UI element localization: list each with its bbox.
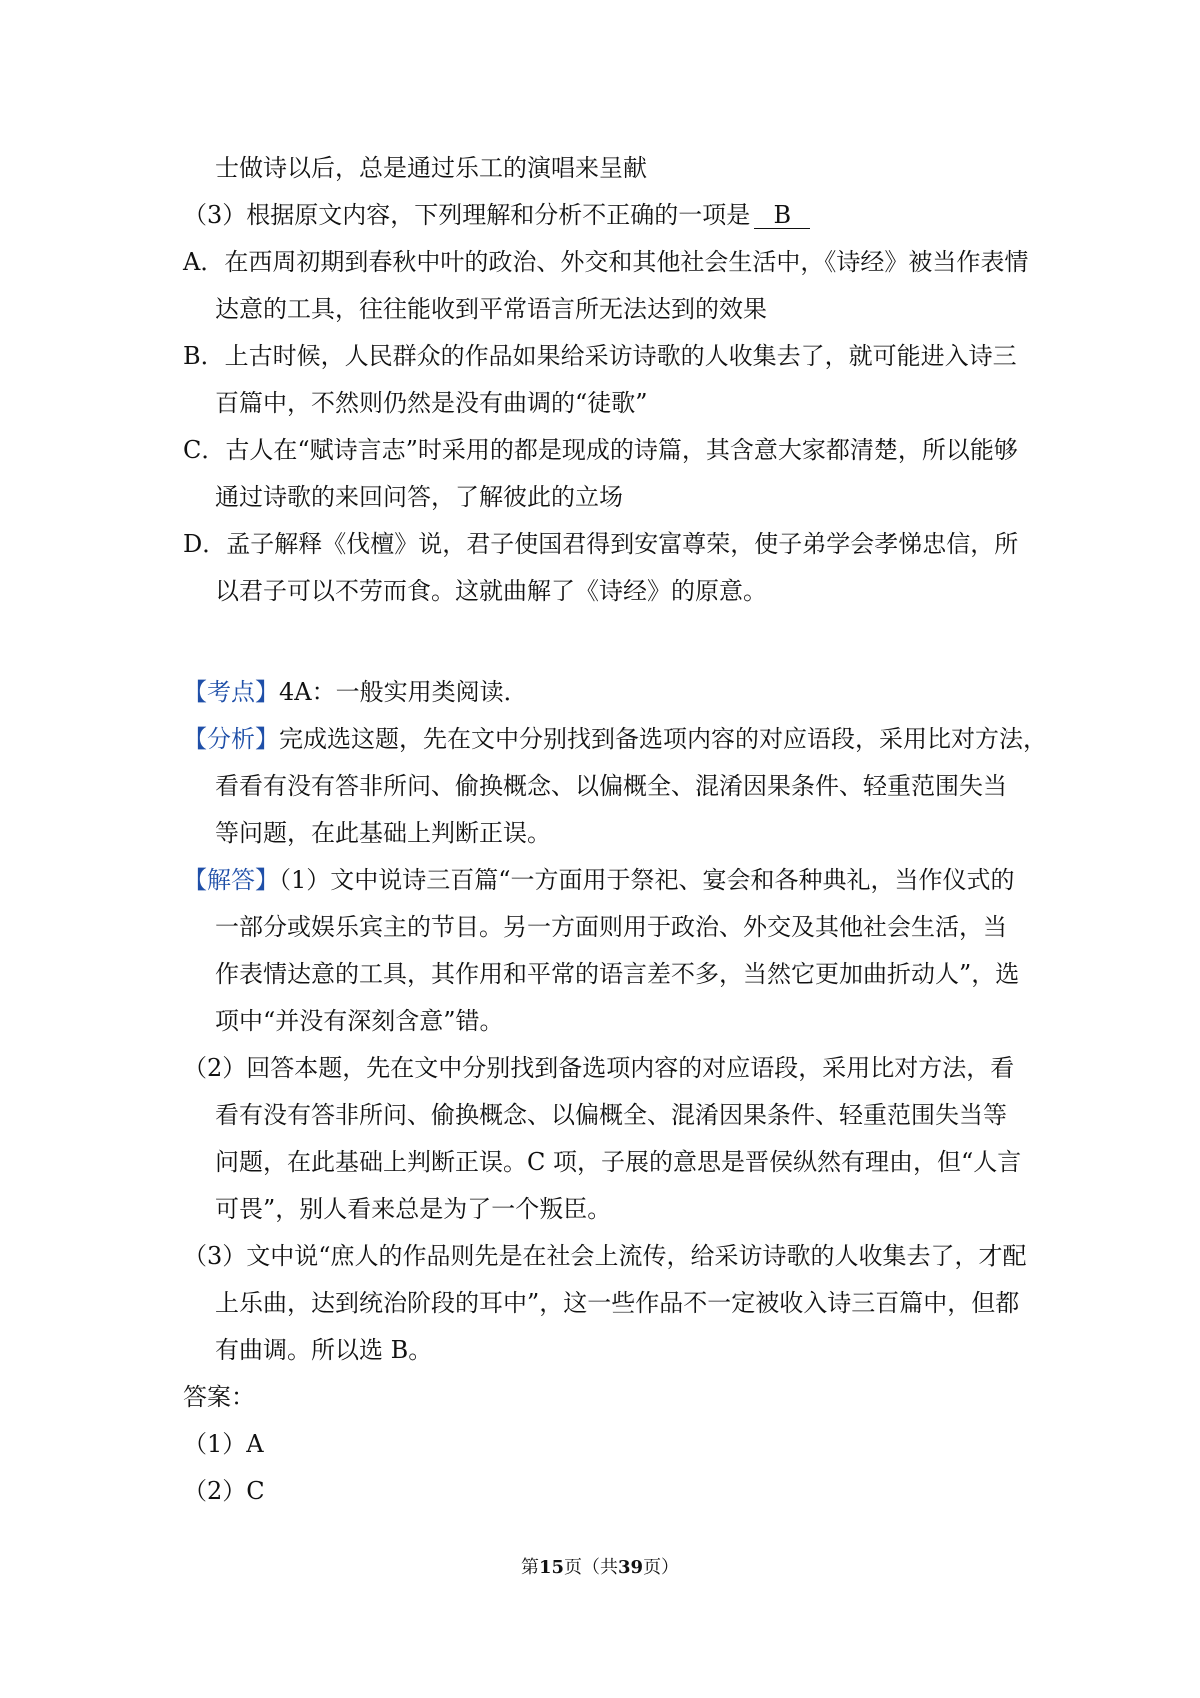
part3-line3: 有曲调。所以选 B。 bbox=[215, 1336, 433, 1364]
answer-1: （1）A bbox=[183, 1430, 264, 1458]
part2-line3: 问题，在此基础上判断正误。C 项，子展的意思是晋侯纵然有理由，但“人言 bbox=[215, 1148, 1022, 1176]
question3-continuation: 士做诗以后，总是通过乐工的演唱来呈献 bbox=[215, 154, 647, 182]
answer-2: （2）C bbox=[183, 1477, 265, 1505]
jieda-line1 bbox=[183, 864, 1015, 896]
kaodian-line bbox=[183, 676, 528, 708]
option-c-line2: 通过诗歌的来回问答，了解彼此的立场 bbox=[215, 483, 623, 511]
jieda-tag: 【解答】 bbox=[183, 866, 279, 894]
part2-line4: 可畏”，别人看来总是为了一个叛臣。 bbox=[215, 1195, 612, 1223]
fenxi-line3: 等问题，在此基础上判断正误。 bbox=[215, 819, 551, 847]
part2-line1: （2）回答本题，先在文中分别找到备选项内容的对应语段，采用比对方法，看 bbox=[183, 1054, 1015, 1082]
fenxi-tag: 【分析】 bbox=[183, 725, 279, 753]
jieda-text-1: （1）文中说诗三百篇“一方面用于祭祀、宴会和各种典礼，当作仪式的 bbox=[279, 866, 1015, 894]
part3-line1: （3）文中说“庶人的作品则先是在社会上流传，给采访诗歌的人收集去了，才配 bbox=[183, 1242, 1027, 1270]
option-b-line2: 百篇中，不然则仍然是没有曲调的“徒歌” bbox=[215, 389, 648, 417]
footer-page-number: 15 bbox=[538, 1557, 564, 1578]
footer-middle: 页（共 bbox=[564, 1557, 618, 1578]
option-b-line1: B．上古时候，人民群众的作品如果给采访诗歌的人收集去了，就可能进入诗三 bbox=[183, 342, 1017, 370]
jieda-line3: 作表情达意的工具，其作用和平常的语言差不多，当然它更加曲折动人”，选 bbox=[215, 960, 1020, 988]
fenxi-text-1: 完成选这题，先在文中分别找到备选项内容的对应语段，采用比对方法， bbox=[279, 725, 1047, 753]
answer-blank: B bbox=[754, 202, 810, 229]
page-footer bbox=[0, 1556, 1200, 1580]
footer-total-pages: 39 bbox=[618, 1557, 644, 1578]
fenxi-line2: 看看有没有答非所问、偷换概念、以偏概全、混淆因果条件、轻重范围失当 bbox=[215, 772, 1007, 800]
footer-suffix: 页） bbox=[643, 1557, 680, 1578]
option-d-line2: 以君子可以不劳而食。这就曲解了《诗经》的原意。 bbox=[215, 577, 767, 605]
kaodian-tag: 【考点】 bbox=[183, 678, 279, 706]
part3-line2: 上乐曲，达到统治阶段的耳中”，这一些作品不一定被收入诗三百篇中，但都 bbox=[215, 1289, 1020, 1317]
jieda-line2: 一部分或娱乐宾主的节目。另一方面则用于政治、外交及其他社会生活，当 bbox=[215, 913, 1007, 941]
option-a-line2: 达意的工具，往往能收到平常语言所无法达到的效果 bbox=[215, 295, 767, 323]
option-a-line1: A．在西周初期到春秋中叶的政治、外交和其他社会生活中，《诗经》被当作表情 bbox=[183, 248, 1029, 276]
kaodian-text: 4A：一般实用类阅读． bbox=[279, 678, 528, 706]
part2-line2: 看有没有答非所问、偷换概念、以偏概全、混淆因果条件、轻重范围失当等 bbox=[215, 1101, 1007, 1129]
fenxi-line1 bbox=[183, 723, 1047, 755]
question3-stem bbox=[183, 199, 810, 231]
option-c-line1: C．古人在“赋诗言志”时采用的都是现成的诗篇，其含意大家都清楚，所以能够 bbox=[183, 436, 1018, 464]
jieda-line4: 项中“并没有深刻含意”错。 bbox=[215, 1007, 504, 1035]
answers-label: 答案： bbox=[183, 1383, 255, 1411]
footer-prefix: 第 bbox=[520, 1557, 539, 1578]
option-d-line1: D．孟子解释《伐檀》说，君子使国君得到安富尊荣，使子弟学会孝悌忠信，所 bbox=[183, 530, 1019, 558]
question3-stem-text: （3）根据原文内容，下列理解和分析不正确的一项是 bbox=[183, 201, 751, 229]
